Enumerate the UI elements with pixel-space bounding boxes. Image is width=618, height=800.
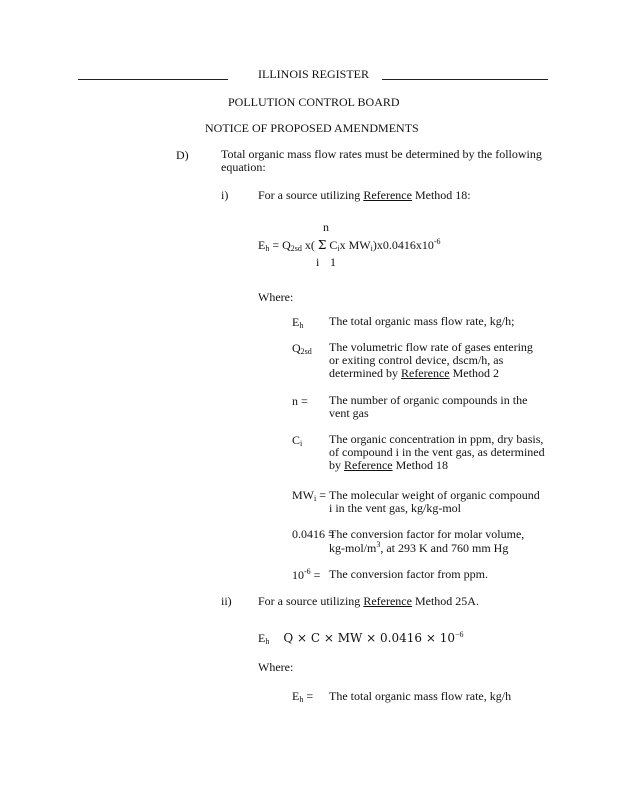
def-q-term: $Q_{2sd}$ <box>292 341 312 356</box>
def-ii-term: $E_h$ = <box>292 689 314 704</box>
def-n-desc: The number of organic compounds in the vent gas <box>329 393 528 420</box>
eq1-lower-one: 1 <box>330 255 336 269</box>
eq1-ci: C <box>326 238 338 252</box>
def-q-desc: The volumetric flow rate of gases entering or exiting control device, dscm/h, as determined by Reference Method 2 <box>329 340 533 380</box>
def-ci-desc: The organic concentration in ppm, dry basis, of compound i in the vent gas, as determined by Reference Method 18 <box>329 432 545 472</box>
item-ii-suffix: Method 25A. <box>411 594 479 608</box>
eq2-lhs: E <box>258 631 266 645</box>
eq2 <box>258 630 464 646</box>
eq1-q: = Q <box>269 238 291 252</box>
section-d-label: D) <box>176 148 189 162</box>
def-ii-desc: The total organic mass flow rate, kg/h <box>329 689 512 703</box>
section-d-text: Total organic mass flow rates must be determined by the following equation: <box>221 147 542 174</box>
def-mw-line1: The molecular weight of organic compound <box>329 488 540 502</box>
notice-title: NOTICE OF PROPOSED AMENDMENTS <box>205 121 419 135</box>
def-mw-line2: i in the vent gas, kg/kg-mol <box>329 501 461 515</box>
eq2-body: Q × C × MW × 0.0416 × 10 <box>283 631 455 645</box>
eq1-sigma: Σ <box>317 238 327 252</box>
item-i-prefix: For a source utilizing <box>258 188 364 202</box>
eq1-tail: )x0.0416x10 <box>372 238 434 252</box>
def-ppm-term: $10^{-6}$ = <box>292 567 321 582</box>
def-conv-line1: The conversion factor for molar volume, <box>329 527 525 541</box>
def-n-term: n = <box>292 394 308 408</box>
item-i-text <box>258 188 471 203</box>
def-eh-desc: The total organic mass flow rate, kg/h; <box>329 314 515 328</box>
board-title: POLLUTION CONTROL BOARD <box>228 95 400 109</box>
eq2-lhs-sub: h <box>265 637 270 646</box>
eq1-ci-sub: i <box>337 244 340 253</box>
def-conv-line2: $kg-mol/m^3$, at 293 K and 760 mm Hg <box>329 540 509 555</box>
def-conv-term: 0.0416 = <box>292 527 335 541</box>
def-ci-term: $C_i$ <box>292 433 303 448</box>
header-rule-left <box>78 79 228 80</box>
eq1 <box>258 237 441 253</box>
def-mw-term: $MW_i$ = <box>292 488 327 503</box>
item-i-where: Where: <box>258 290 294 304</box>
eq2-exp: −6 <box>454 630 464 639</box>
def-ppm-desc: The conversion factor from ppm. <box>329 567 488 581</box>
eq1-lhs-sub: h <box>265 244 270 253</box>
eq1-mw-sub: i <box>370 244 373 253</box>
item-ii-where: Where: <box>258 660 294 674</box>
eq1-upper-n: n <box>323 220 329 234</box>
eq1-mid: x( <box>301 238 318 252</box>
item-i-ref: Reference <box>363 188 412 202</box>
def-eh-term: $E_h$ <box>292 315 304 330</box>
item-i-suffix: Method 18: <box>411 188 471 202</box>
item-ii-prefix: For a source utilizing <box>258 594 364 608</box>
eq1-q-sub: 2sd <box>290 244 302 253</box>
item-ii-label: ii) <box>221 594 232 608</box>
header-rule-right <box>382 79 548 80</box>
register-title: ILLINOIS REGISTER <box>258 67 369 81</box>
item-i-label: i) <box>221 188 229 202</box>
item-ii-ref: Reference <box>363 594 412 608</box>
item-ii-text <box>258 594 479 609</box>
eq1-lhs: E <box>258 238 266 252</box>
eq1-rest: x MW <box>339 238 371 252</box>
eq1-lower-i: i <box>316 255 320 269</box>
eq1-exp: -6 <box>433 237 441 246</box>
